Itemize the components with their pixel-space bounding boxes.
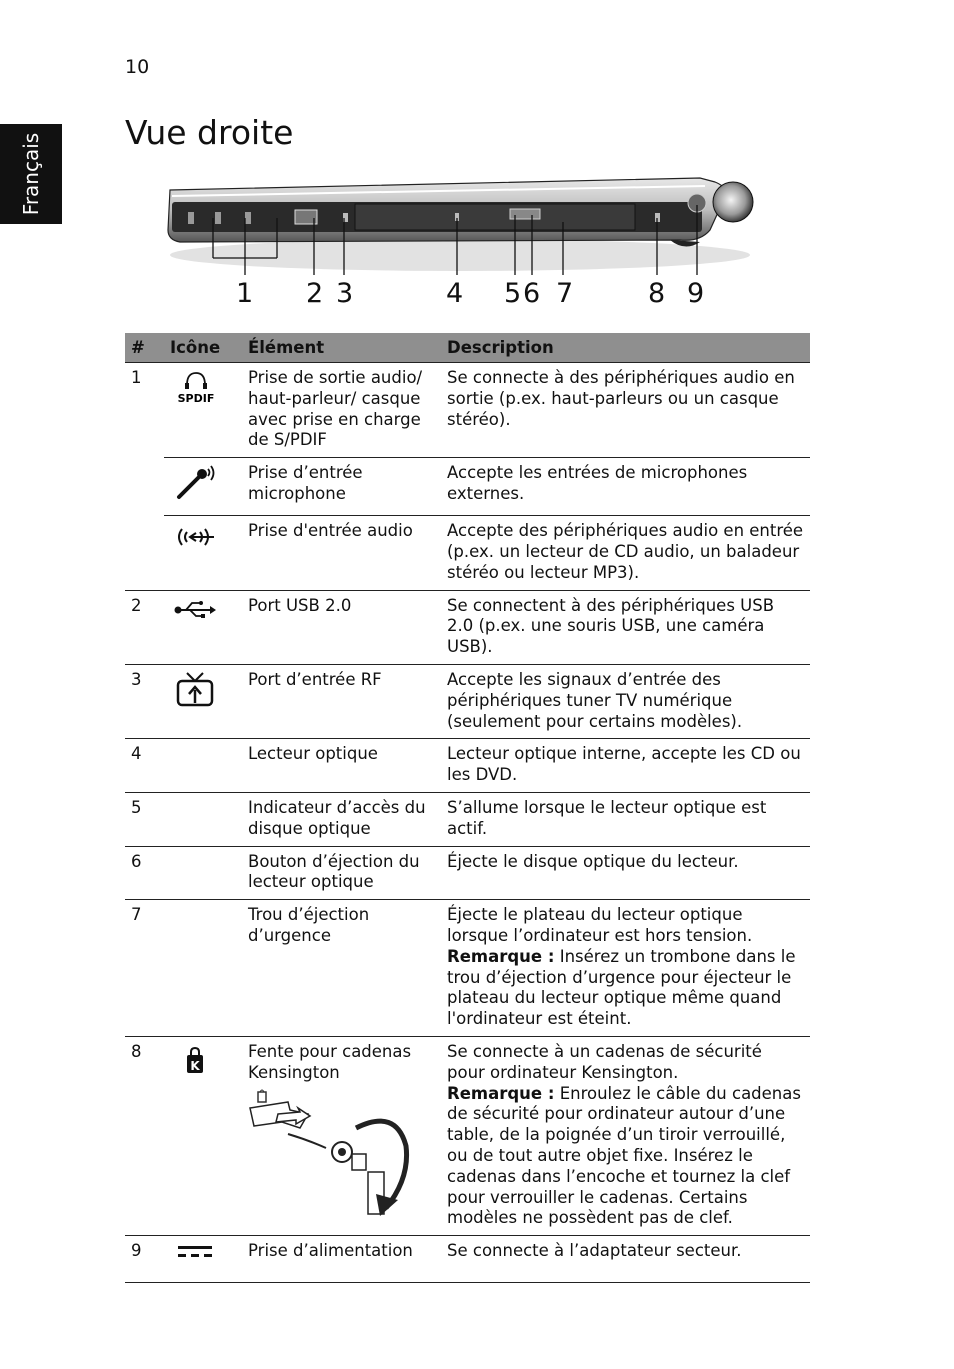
row-element: Prise d'entrée audio xyxy=(242,516,441,590)
table-row xyxy=(125,1036,810,1235)
note-label: Remarque : xyxy=(447,1083,555,1103)
table-header-row xyxy=(125,333,810,363)
row-element: Prise de sortie audio/ haut-parleur/ casque avec prise en charge de S/PDIF xyxy=(242,363,441,458)
page-number: 10 xyxy=(125,56,150,78)
row-number: 5 xyxy=(125,792,164,846)
row-description: Se connectent à des périphériques USB 2.0 (p.ex. une souris USB, une caméra USB). xyxy=(441,590,810,664)
header-number: # xyxy=(125,333,164,363)
row-icon-empty xyxy=(164,792,242,846)
table-row xyxy=(125,516,810,590)
row-number xyxy=(125,516,164,590)
microphone-icon xyxy=(164,458,242,516)
row-description xyxy=(441,1036,810,1235)
callout-4: 4 xyxy=(446,278,464,309)
header-icon: Icône xyxy=(164,333,242,363)
language-tab-label: Français xyxy=(19,132,43,216)
row-number: 6 xyxy=(125,846,164,900)
svg-text:K: K xyxy=(190,1058,200,1073)
description-text: Se connecte à un cadenas de sécurité pour ordinateur Kensington. xyxy=(447,1041,762,1082)
row-icon-empty xyxy=(164,846,242,900)
table-row xyxy=(125,590,810,664)
audio-in-icon xyxy=(164,516,242,590)
row-element xyxy=(242,1036,441,1235)
table-row xyxy=(125,900,810,1037)
row-element: Prise d’alimentation xyxy=(242,1236,441,1283)
table-row xyxy=(125,739,810,793)
row-description: Éjecte le disque optique du lecteur. xyxy=(441,846,810,900)
element-text: Fente pour cadenas Kensington xyxy=(248,1041,412,1082)
note xyxy=(447,947,804,1030)
row-element: Indicateur d’accès du disque optique xyxy=(242,792,441,846)
row-description: Se connecte à des périphériques audio en sortie (p.ex. haut-parleurs ou un casque stéréo). xyxy=(441,363,810,458)
table-row xyxy=(125,1236,810,1283)
callout-6: 6 xyxy=(523,278,541,309)
callout-8: 8 xyxy=(648,278,666,309)
ports-table xyxy=(125,333,810,1283)
row-description: Accepte des périphériques audio en entrée (p.ex. un lecteur de CD audio, un baladeur stéréo ou lecteur MP3). xyxy=(441,516,810,590)
row-number: 9 xyxy=(125,1236,164,1283)
kensington-lock-illustration xyxy=(248,1088,418,1218)
note-label: Remarque : xyxy=(447,946,555,966)
callout-3: 3 xyxy=(336,278,354,309)
dc-power-icon xyxy=(164,1236,242,1283)
table-row xyxy=(125,363,810,458)
callout-2: 2 xyxy=(306,278,324,309)
callout-7: 7 xyxy=(556,278,574,309)
section-title: Vue droite xyxy=(125,113,294,152)
note xyxy=(447,1084,804,1230)
note-text: Enroulez le câble du cadenas de sécurité pour ordinateur autour d’une table, de la poignée d’un tiroir verrouillé, ou de tout autre objet fixe. Insérez le cadenas dans l’encoche et tournez la clef pour verrouiller le cadenas. Certains modèles ne possèdent pas de clef. xyxy=(447,1083,801,1228)
row-icon-empty xyxy=(164,739,242,793)
row-number: 8 xyxy=(125,1036,164,1235)
row-number: 4 xyxy=(125,739,164,793)
row-element: Port d’entrée RF xyxy=(242,664,441,738)
row-element: Port USB 2.0 xyxy=(242,590,441,664)
row-description: Se connecte à l’adaptateur secteur. xyxy=(441,1236,810,1283)
row-number: 1 xyxy=(125,363,164,458)
row-description: S’allume lorsque le lecteur optique est actif. xyxy=(441,792,810,846)
language-tab xyxy=(0,124,62,224)
rf-antenna-icon xyxy=(164,664,242,738)
kensington-lock-icon xyxy=(164,1036,242,1235)
description-text: Éjecte le plateau du lecteur optique lorsque l’ordinateur est hors tension. xyxy=(447,905,753,945)
spdif-label: SPDIF xyxy=(177,392,215,404)
row-description: Lecteur optique interne, accepte les CD ou les DVD. xyxy=(441,739,810,793)
table-row xyxy=(125,792,810,846)
note-text: Insérez un trombone dans le trou d’éjection d’urgence pour éjecteur le plateau du lecteur optique même quand l'ordinateur est éteint. xyxy=(447,946,796,1029)
row-element: Lecteur optique xyxy=(242,739,441,793)
row-description xyxy=(441,900,810,1037)
table-row xyxy=(125,458,810,516)
callout-1: 1 xyxy=(236,278,254,309)
row-element: Bouton d’éjection du lecteur optique xyxy=(242,846,441,900)
row-element: Trou d’éjection d’urgence xyxy=(242,900,441,1037)
callout-5: 5 xyxy=(504,278,522,309)
row-number xyxy=(125,458,164,516)
table-row xyxy=(125,846,810,900)
header-element: Élément xyxy=(242,333,441,363)
row-description: Accepte les signaux d’entrée des périphériques tuner TV numérique (seulement pour certains modèles). xyxy=(441,664,810,738)
table-row xyxy=(125,664,810,738)
header-description: Description xyxy=(441,333,810,363)
row-icon-empty xyxy=(164,900,242,1037)
headphone-spdif-icon xyxy=(164,363,242,458)
row-number: 3 xyxy=(125,664,164,738)
row-element: Prise d’entrée microphone xyxy=(242,458,441,516)
row-number: 7 xyxy=(125,900,164,1037)
usb-icon xyxy=(164,590,242,664)
row-number: 2 xyxy=(125,590,164,664)
callout-9: 9 xyxy=(687,278,705,309)
row-description: Accepte les entrées de microphones externes. xyxy=(441,458,810,516)
